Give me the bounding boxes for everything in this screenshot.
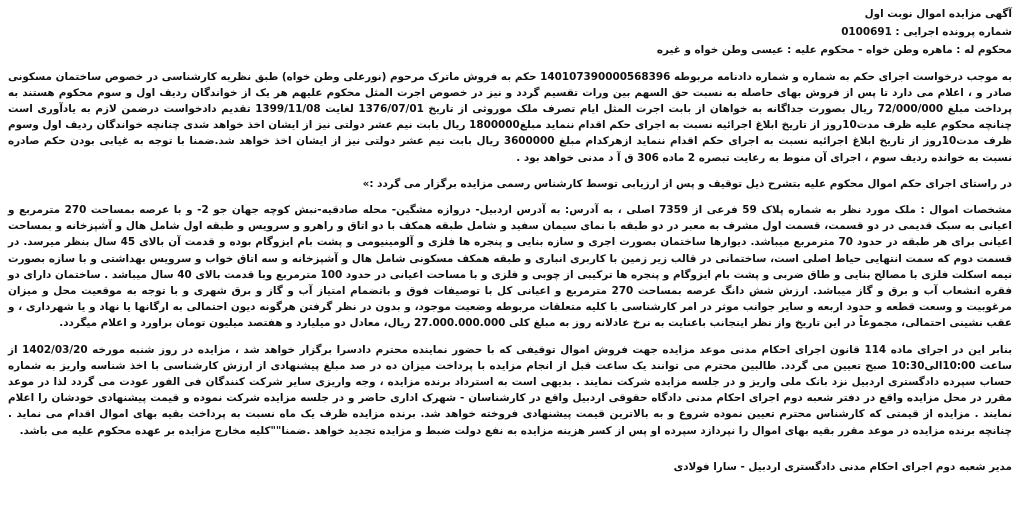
- parties-line: محکوم له : ماهره وطن خواه - محکوم علیه : عیسی وطن خواه و غیره: [656, 44, 1012, 57]
- spacer: [8, 334, 1012, 342]
- signature-line: مدیر شعبه دوم اجرای احکام مدنی دادگستری اردبیل - سارا فولادی: [673, 460, 1012, 473]
- paragraph-seizure: در راستای اجرای حکم اموال محکوم علیه بتشرح ذیل توقیف و پس از ارزیابی توسط کارشناس رسمی مزایده برگزار می گردد :»: [362, 177, 1012, 190]
- file-number: شماره پرونده اجرایی : 0100691: [841, 26, 1012, 39]
- paragraph-property-specs: مشخصات اموال : ملک مورد نظر به شماره پلاک 59 فرعی از 7359 اصلی ، به آدرس: به آدرس اردبیل- دروازه مشگین- محله صادقیه-نبش کوچه جهان جو 2- و با عرصه بمساحت 270 مترمربع و اعیانی به سبک قدیمی در دو قسمت، قسمت اول مشرف به معبر در دو طبقه با نمای سیمان سفید و شامل طبقه همکف با دو اتاق و راهرو و سرویس و طبقه اول شامل هال و آشپزخانه و بمساحت اعیانی برای هر طبقه در حدود 70 مترمربع میباشد. دیوارها ساختمان بصورت اجری و سازه بنایی و پنجره ها فلزی و آلومینیومی و پشت بام ایزوگام بوده و قدمت آن بالای 45 سال بنظر میرسد. در قسمت دوم که سمت انتهایی حیاط اصلی است، ساختمانی در قالب زیر زمین با کاربری انباری و طبقه همکف مسکونی شامل هال و آشپزخانه و سه اتاق خواب و سرویس بهداشتی و با سازه بصورت نیمه اسکلت فلزی با مصالح بنایی و طاق ضربی و پشت بام ایزوگام و پنجره ها ترکیبی از چوبی و فلزی و با مساحت اعیانی در حدود 100 مترمربع وبا قدمت بالای 40 سال میباشد . ساختمان دارای دو فقره انشعاب آب و برق و گاز میباشد. ارزش شش دانگ عرصه بمساحت 270 مترمربع و اعیانی کل با توصیفات فوق و باتضمام امتیاز آب و گاز و برق شهری و با توجه به موقعیت محل و میزان مرغوبیت و وسعت قطعه و حدود اربعه و سایر جوانب موثر در امر کارشناسی با کلیه متعلقات مربوطه وضعیت موجود، و بدون در نظر گرفتن هرگونه دیون احتمالی به ارگانها یا نهاد و یا شهرداری ، و عقب نشینی احتمالی، مجموعاً در این تاریخ واز نظر اینجانب باعنایت به نرخ عادلانه روز به مبلغ کلی 27.000.000.000 ریال، معادل دو میلیارد و هفتصد میلیون تومان براورد و اعلام میگردد.: [8, 204, 1013, 330]
- spacer: [8, 168, 1012, 176]
- paragraph-auction-terms: بنابر این در اجرای ماده 114 قانون اجرای احکام مدنی موعد مزایده جهت فروش اموال توقیفی که با حضور نماینده محترم دادسرا برگزار خواهد شد ، مزایده در روز شنبه مورخه 1402/03/20 از ساعت 10:00الی10:30 صبح تعیین می گردد. طالبین محترم می توانند یک ساعت قبل از انجام مزایده با پرداخت میزان ده در صد مبلغ پیشنهادی از ارزش کارشناسی با اخذ شناسه واریز به شماره حساب سپرده دادگستری اردبیل نزد بانک ملی واریز و در جلسه مزایده شرکت نمایند . بدیهی است به استرداد برنده مزایده ، وجه واریزی سایر شرکت کنندگان فی الفور عودت می گردد لذا در موعد مقرر در محل مزایده واقع در دفتر شعبه دوم اجرای احکام مدنی دادگاه حقوقی اردبیل واقع در کارشناسان - شهرک اداری حاضر و در جلسه مزایده شرکت نموده و قیمت پیشنهادی خودشان را اعلام نمایند . مزایده از قیمتی که کارشناس محترم تعیین نموده شروع و به بالاترین قیمت پیشنهادی فروخته خواهد شد. برنده مزایده ظرف یک ماه نسبت به پرداخت بقیه بهای اموال اقدام می نماید . چنانچه برنده مزایده در موعد مقرر بقیه بهای اموال را نپردازد سپرده او پس از کسر هزینه مزایده به نفع دولت ضبط و مزایده تجدید خواهد .ضمنا""کلیه مخارج مزایده بر عهده محکوم علیه می باشد.: [8, 343, 1012, 437]
- notice-title: آگهی مزایده اموال نوبت اول: [864, 8, 1012, 20]
- spacer: [8, 61, 1012, 69]
- spacer: [8, 194, 1012, 202]
- paragraph-judgment: به موجب درخواست اجرای حکم به شماره و شماره دادنامه مربوطه 140107390000568396 حکم به فروش ماترک مرحوم (نورعلی وطن خواه) طبق نظریه کارشناسی در خصوص ساختمان مسکونی صادر و ، اعلام می دارد تا پس از فروش بهای حاصله به نسبت حق السهم بین ورات تقسیم گردد و نیز در خصوص اجرت المثل محکوم علیهم هر یک از خواندگان ردیف اول و سوم محکوم هستند به پرداخت مبلغ 72/000/000 ریال بصورت جداگانه به خواهان از بابت اجرت المثل ایام تصرف ملک موروثی از تاریخ 1376/07/01 لغایت 1399/11/08 تقدیم دادخواست درضمن لازم به یادآوری است چنانچه محکوم علیه ظرف مدت10روز از تاریخ ابلاغ اجرائیه نسبت به اجرای حکم اقدام ننماید مبلغ1800000 ریال بابت نیم عشر دولتی نیز از ایشان اخذ خواهد شدی چنانچه خواندگان ردیف اول وسوم ظرف مدت10روز از تاریخ ابلاغ اجرائیه نسبت به اجرای حکم اقدام ننماید ازهرکدام مبلغ 3600000 ریال بابت نیم عشر دولتی نیز از ایشان اخذ خواهد شد.ضمنا با توجه به غیابی بودن حکم صادره نسبت به خوانده ردیف سوم ، اجرای آن منوط به رعایت تبصره 2 ماده 306 ق آ د مدنی خواهد بود .: [8, 70, 1012, 164]
